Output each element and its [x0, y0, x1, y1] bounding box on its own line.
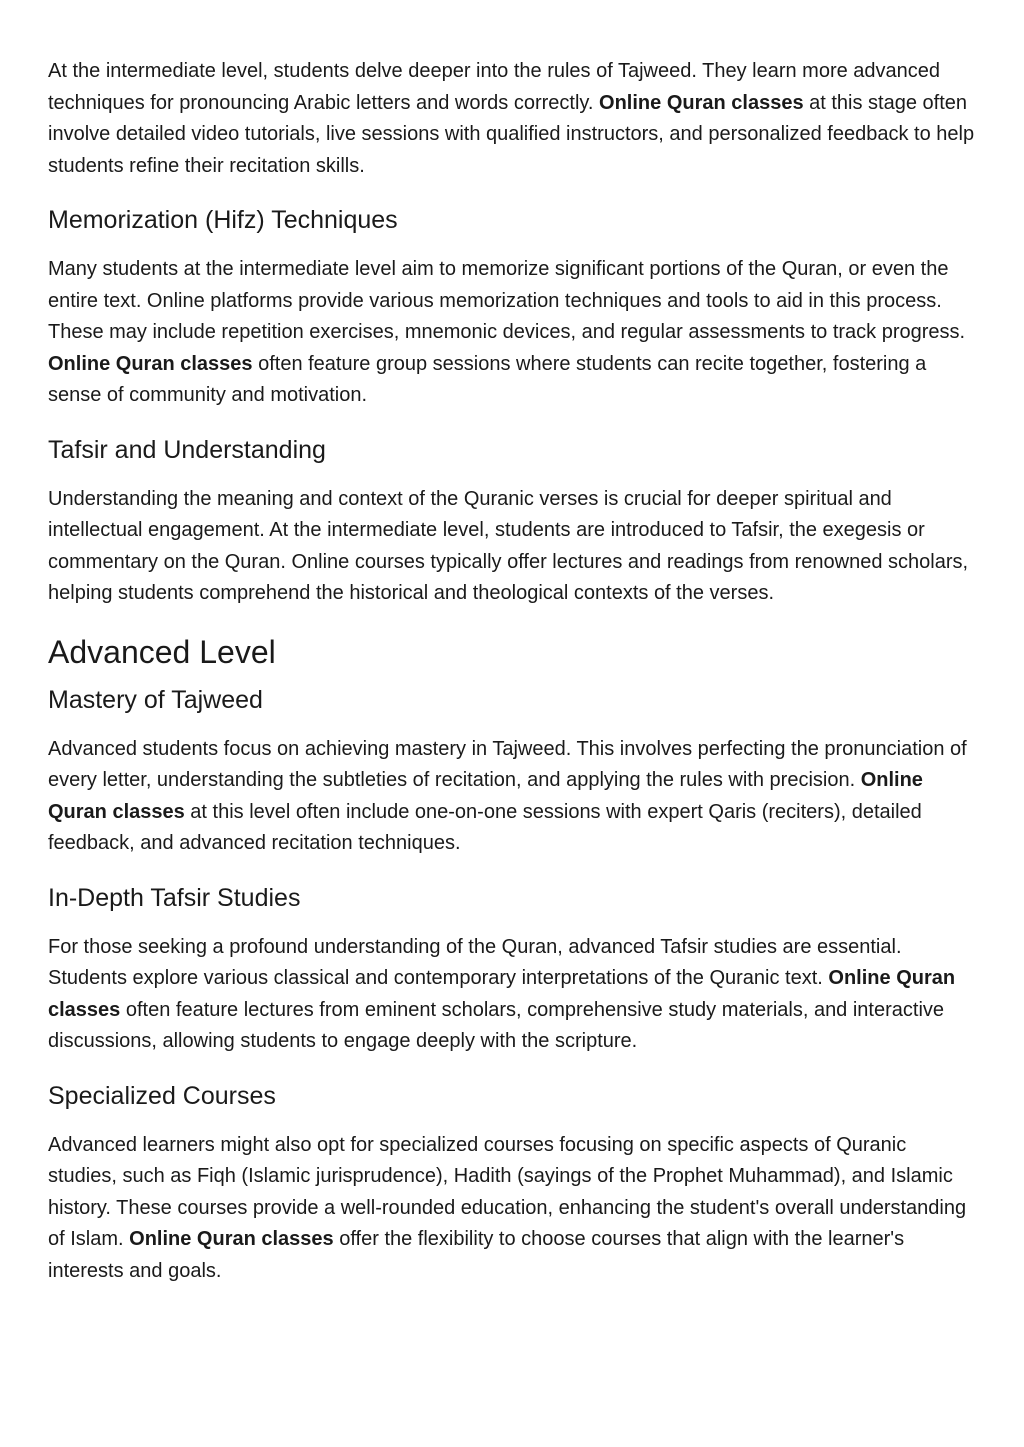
heading-memorization: Memorization (Hifz) Techniques [48, 206, 398, 234]
heading-tafsir-understanding: Tafsir and Understanding [48, 435, 326, 464]
heading-specialized-courses: Specialized Courses [48, 1081, 276, 1110]
paragraph-memorization: Many students at the intermediate level aim to memorize significant portions of the Quran, or even the entire text. Online platforms provide various memorization techniques and tools to aid in this process. These may include repetition exercises, mnemonic devices, and regular assessments to track progress. Online Quran classes often feature group sessions where students can recite together, fostering a sense of community and motivation. [48, 258, 966, 406]
bold-phrase: Online Quran classes [48, 967, 956, 1021]
paragraph-specialized-courses: Advanced learners might also opt for specialized courses focusing on specific aspects of Quranic studies, such as Fiqh (Islamic jurisprudence), Hadith (sayings of the Prophet Muhammad), and Islamic history. These courses provide a well-rounded education, enhancing the student's overall understanding of Islam. Online Quran classes offer the flexibility to choose courses that align with the learner's interests and goals. [48, 1133, 967, 1282]
paragraph-mastery-tajweed: Advanced students focus on achieving mastery in Tajweed. This involves perfecting the pronunciation of every letter, understanding the subtleties of recitation, and applying the rules with precision. Online Quran classes at this level often include one-on-one sessions with expert Qaris (reciters), detailed feedback, and advanced recitation techniques. [48, 737, 967, 854]
heading-advanced-level: Advanced Level [48, 633, 276, 670]
bold-phrase: Online Quran classes [599, 91, 804, 114]
paragraph-in-depth-tafsir: For those seeking a profound understanding of the Quran, advanced Tafsir studies are essential. Students explore various classical and contemporary interpretations of the Quranic text. Online Quran classes often feature lectures from eminent scholars, comprehensive study materials, and interactive discussions, allowing students to engage deeply with the scripture. [48, 935, 956, 1052]
bold-phrase: Online Quran classes [48, 352, 253, 375]
document-page [48, 56, 980, 1287]
heading-mastery-tajweed: Mastery of Tajweed [48, 685, 263, 714]
bold-phrase: Online Quran classes [129, 1228, 334, 1250]
paragraph-tafsir-understanding: Understanding the meaning and context of the Quranic verses is crucial for deeper spiritual and intellectual engagement. At the intermediate level, students are introduced to Tafsir, the exegesis or commentary on the Quran. Online courses typically offer lectures and readings from renowned scholars, helping students comprehend the historical and theological contexts of the verses. [48, 487, 969, 604]
bold-phrase: Online Quran classes [48, 769, 923, 823]
heading-in-depth-tafsir: In-Depth Tafsir Studies [48, 883, 301, 912]
paragraph-intermediate-tajweed: At the intermediate level, students delve deeper into the rules of Tajweed. They learn more advanced techniques for pronouncing Arabic letters and words correctly. Online Quran classes at this stage often involve detailed video tutorials, live sessions with qualified instructors, and personalized feedback to help students refine their recitation skills. [48, 60, 975, 177]
